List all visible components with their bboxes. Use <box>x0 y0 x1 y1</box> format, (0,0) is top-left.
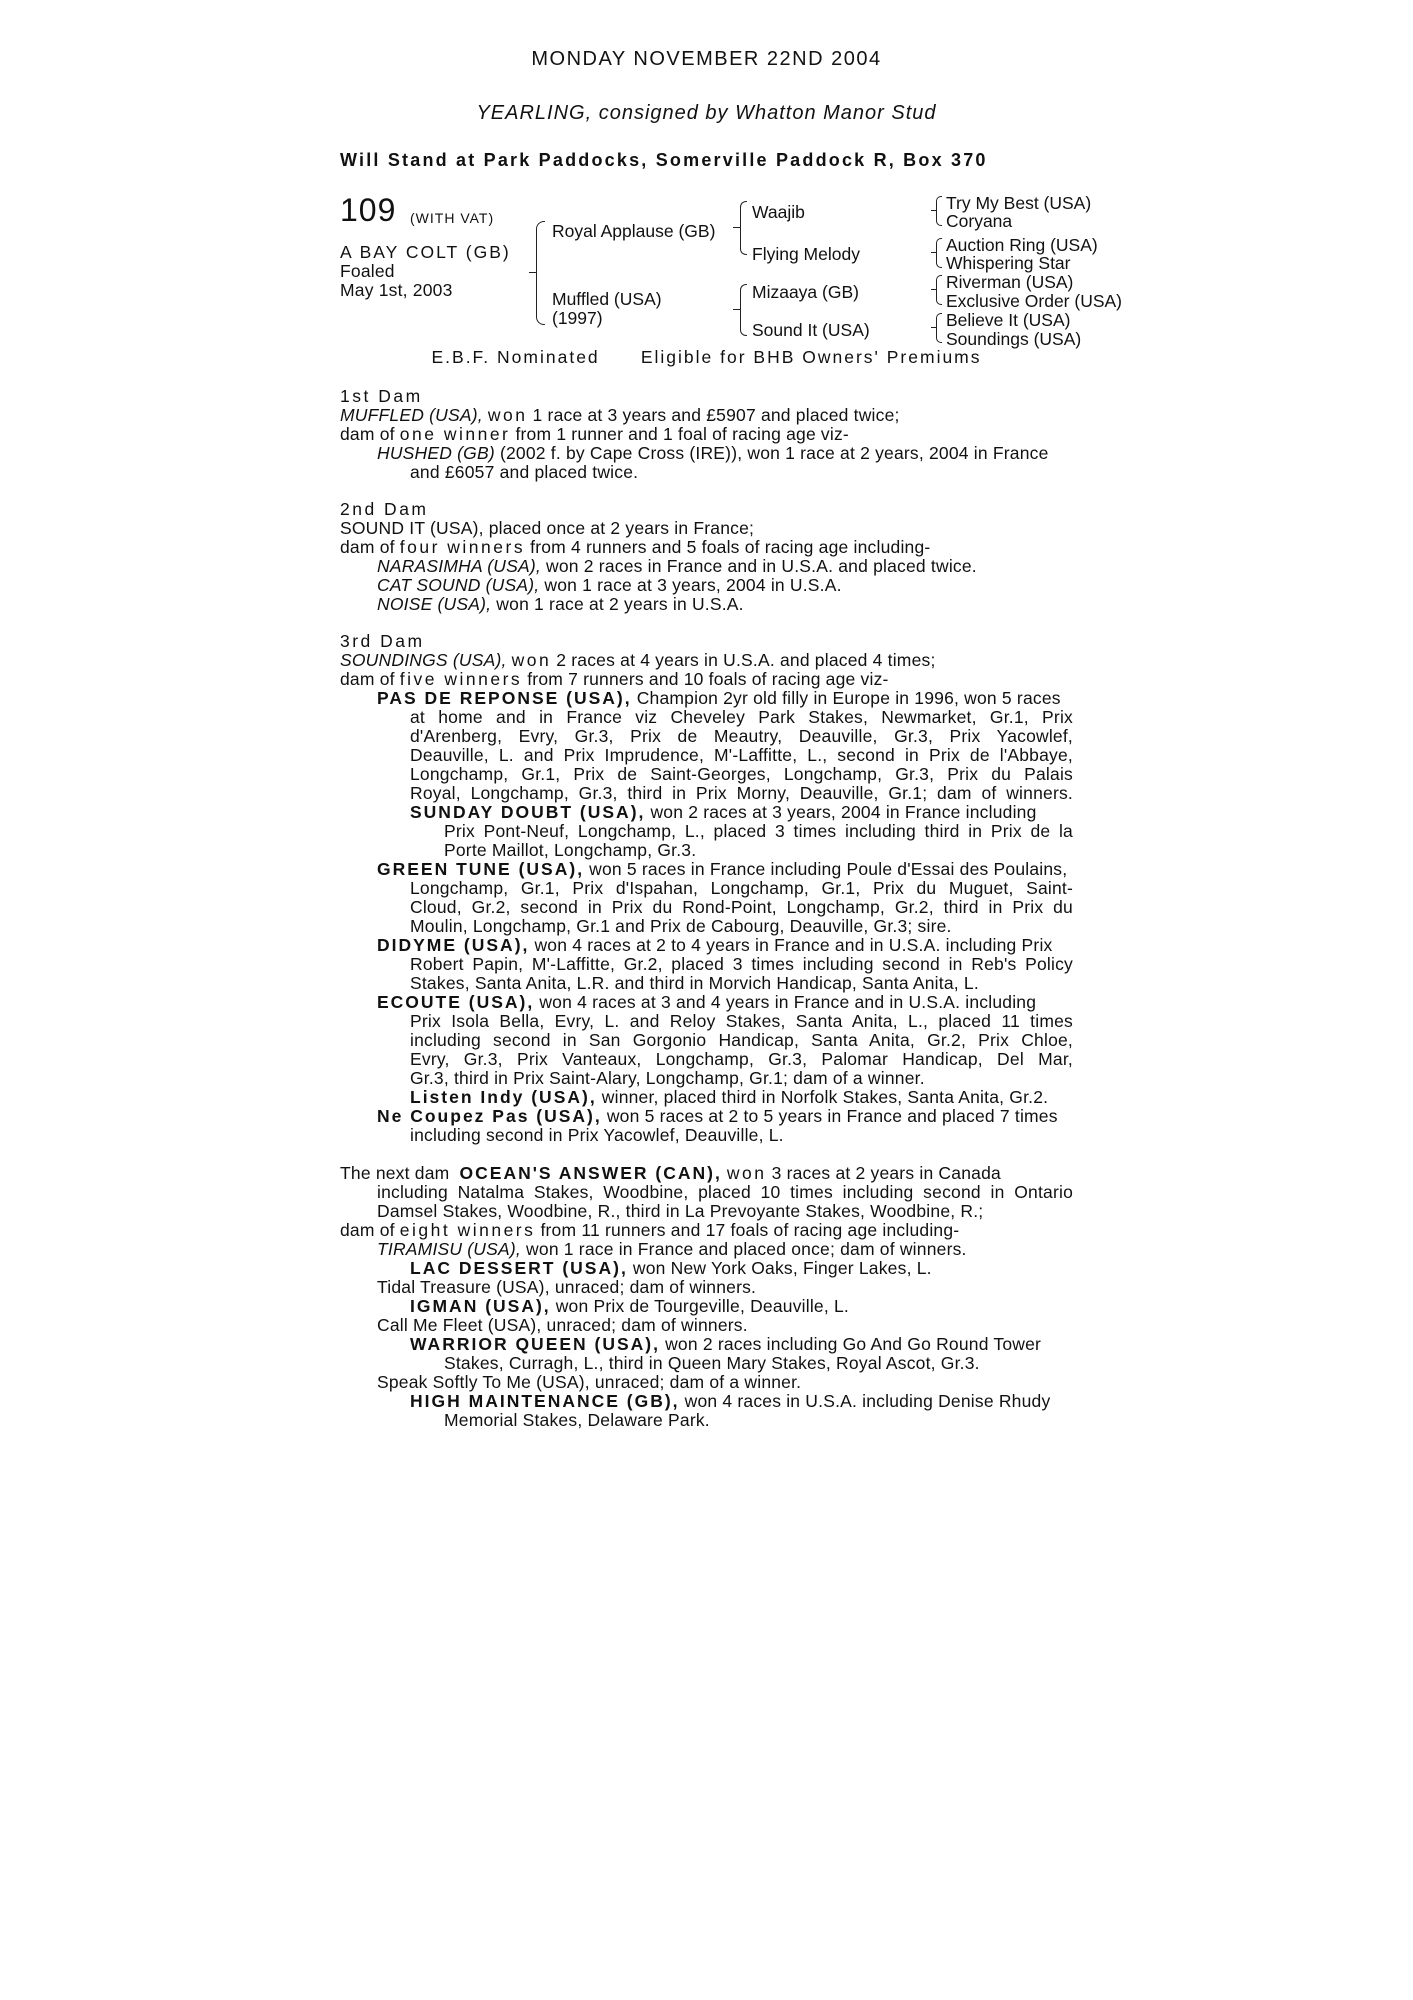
produce-record: won 4 races in U.S.A. including Denise Rhudy <box>684 1391 1051 1411</box>
pas-de-reponse-line-3: d'Arenberg, Evry, Gr.3, Prix de Meautry, Deauville, Gr.3, Prix Yacowlef, <box>410 726 1073 746</box>
first-dam-line-3 <box>377 444 1049 463</box>
pedigree-g5: Riverman (USA) <box>946 272 1074 292</box>
produce-name: WARRIOR QUEEN (USA), <box>410 1334 660 1354</box>
dam-record: 2 races at 4 years in U.S.A. and placed 4 times; <box>556 650 936 670</box>
ecoute-line-1 <box>377 993 1036 1012</box>
pedigree-g2: Coryana <box>946 211 1013 231</box>
vat-note: (WITH VAT) <box>410 210 495 226</box>
tidal-treasure-line: Tidal Treasure (USA), unraced; dam of winners. <box>377 1277 757 1297</box>
pedigree-brace-g3-point <box>931 289 936 290</box>
pedigree-brace-g3 <box>936 275 942 305</box>
pedigree-dam-dam: Sound It (USA) <box>752 320 870 340</box>
produce-name: LAC DESSERT (USA), <box>410 1258 628 1278</box>
consignor-line: YEARLING, consigned by Whatton Manor Stud <box>476 102 937 124</box>
produce-name: NARASIMHA (USA), <box>377 556 541 576</box>
warrior-queen-line-2: Stakes, Curragh, L., third in Queen Mary Stakes, Royal Ascot, Gr.3. <box>444 1353 980 1373</box>
sunday-doubt-line-1 <box>410 803 1037 822</box>
pedigree-g3: Auction Ring (USA) <box>946 235 1098 255</box>
pas-de-reponse-line-2: at home and in France viz Cheveley Park Stakes, Newmarket, Gr.1, Prix <box>410 707 1073 727</box>
produce-name: TIRAMISU (USA), <box>377 1239 521 1259</box>
won-label: won <box>726 1163 767 1183</box>
lac-dessert-line <box>410 1259 932 1278</box>
third-dam-heading: 3rd Dam <box>340 631 425 651</box>
stand-location: Will Stand at Park Paddocks, Somerville Paddock R, Box 370 <box>340 150 988 170</box>
pedigree-dam: Muffled (USA) <box>552 289 662 309</box>
dam-of-label: dam of <box>340 1220 395 1240</box>
bhb-premiums: Eligible for BHB Owners' Premiums <box>640 347 982 367</box>
pedigree-g6: Exclusive Order (USA) <box>946 291 1123 311</box>
produce-name: CAT SOUND (USA), <box>377 575 540 595</box>
tiramisu-line <box>377 1240 967 1259</box>
produce-name: HIGH MAINTENANCE (GB), <box>410 1391 680 1411</box>
ne-coupez-pas-line-2: including second in Prix Yacowlef, Deauville, L. <box>410 1125 784 1145</box>
produce-record: (2002 f. by Cape Cross (IRE)), won 1 race at 2 years, 2004 in France <box>499 443 1049 463</box>
pas-de-reponse-line-1 <box>377 689 1073 708</box>
dam-name: MUFFLED (USA), <box>340 405 483 425</box>
dam-name: SOUNDINGS (USA), <box>340 650 507 670</box>
winners-count: four winners <box>399 537 526 557</box>
won-label: won <box>487 405 528 425</box>
produce-name: ECOUTE (USA), <box>377 992 535 1012</box>
dam-of-label: dam of <box>340 537 395 557</box>
dam-record: 3 races at 2 years in Canada <box>771 1163 1001 1183</box>
igman-line <box>410 1297 849 1316</box>
foaled-label: Foaled <box>340 261 395 281</box>
second-dam-line-1: SOUND IT (USA), placed once at 2 years in France; <box>340 518 755 538</box>
pas-de-reponse-line-4: Deauville, L. and Prix Imprudence, M'-Laffitte, L., second in Prix de l'Abbaye, <box>410 745 1073 765</box>
third-dam-line-1 <box>340 651 936 670</box>
didyme-line-1 <box>377 936 1073 955</box>
winners-count: one winner <box>399 424 511 444</box>
produce-name: PAS DE REPONSE (USA), <box>377 688 632 708</box>
winners-count: eight winners <box>399 1220 536 1240</box>
produce-record: won 1 race at 2 years in U.S.A. <box>496 594 744 614</box>
first-dam-line-4: and £6057 and placed twice. <box>410 462 639 482</box>
second-dam-heading: 2nd Dam <box>340 499 429 519</box>
pedigree-brace-g4-point <box>931 327 936 328</box>
dam-name: OCEAN'S ANSWER (CAN), <box>459 1163 722 1183</box>
speak-softly-line: Speak Softly To Me (USA), unraced; dam of a winner. <box>377 1372 802 1392</box>
dam-record: 1 race at 3 years and £5907 and placed twice; <box>532 405 900 425</box>
call-me-fleet-line: Call Me Fleet (USA), unraced; dam of winners. <box>377 1315 748 1335</box>
next-dam-line-3: Damsel Stakes, Woodbine, R., third in La Prevoyante Stakes, Woodbine, R.; <box>377 1201 984 1221</box>
pedigree-dam-sire: Mizaaya (GB) <box>752 282 859 302</box>
pedigree-brace-g2 <box>936 238 942 268</box>
produce-record: won 4 races at 2 to 4 years in France and in U.S.A. including Prix <box>534 935 1053 955</box>
produce-record: Champion 2yr old filly in Europe in 1996, won 5 races <box>636 688 1061 708</box>
second-dam-line-3 <box>377 557 977 576</box>
produce-name: SUNDAY DOUBT (USA), <box>410 802 646 822</box>
ebf-nominated: E.B.F. Nominated <box>431 347 600 367</box>
produce-record: won 2 races at 3 years, 2004 in France including <box>650 802 1037 822</box>
produce-record: won New York Oaks, Finger Lakes, L. <box>632 1258 932 1278</box>
produce-name: GREEN TUNE (USA), <box>377 859 585 879</box>
foaled-date: May 1st, 2003 <box>340 280 453 300</box>
produce-record: won 2 races including Go And Go Round Tower <box>665 1334 1042 1354</box>
green-tune-line-1 <box>377 860 1067 879</box>
next-dam-line-1 <box>340 1164 1073 1183</box>
first-dam-line-2 <box>340 425 849 444</box>
pedigree-brace-dam-point <box>733 309 740 310</box>
pedigree-brace-main-point <box>529 272 536 273</box>
ne-coupez-pas-line-1 <box>377 1107 1058 1126</box>
high-maintenance-line-2: Memorial Stakes, Delaware Park. <box>444 1410 710 1430</box>
produce-record: won 5 races in France including Poule d'Essai des Poulains, <box>589 859 1068 879</box>
green-tune-line-4: Moulin, Longchamp, Gr.1 and Prix de Cabourg, Deauville, Gr.3; sire. <box>410 916 952 936</box>
dam-of-label: dam of <box>340 424 395 444</box>
pas-de-reponse-line-5: Longchamp, Gr.1, Prix de Saint-Georges, Longchamp, Gr.3, Prix du Palais <box>410 764 1073 784</box>
green-tune-line-3: Cloud, Gr.2, second in Prix du Rond-Point, Longchamp, Gr.2, third in Prix du <box>410 897 1073 917</box>
pedigree-g4: Whispering Star <box>946 253 1071 273</box>
pedigree-sire-sire: Waajib <box>752 202 805 222</box>
pedigree-g8: Soundings (USA) <box>946 329 1082 349</box>
eligibility-line <box>0 347 1413 368</box>
sunday-doubt-line-2: Prix Pont-Neuf, Longchamp, L., placed 3 times including third in Prix de la <box>444 821 1073 841</box>
produce-record: winner, placed third in Norfolk Stakes, Santa Anita, Gr.2. <box>601 1087 1049 1107</box>
produce-record: won 1 race in France and placed once; dam of winners. <box>526 1239 967 1259</box>
lot-number: 109 <box>340 192 397 228</box>
first-dam-line-1 <box>340 406 900 425</box>
pas-de-reponse-line-6: Royal, Longchamp, Gr.3, third in Prix Morny, Deauville, Gr.1; dam of winners. <box>410 783 1073 803</box>
high-maintenance-line-1 <box>410 1392 1073 1411</box>
produce-name: HUSHED (GB) <box>377 443 495 463</box>
produce-record: from 7 runners and 10 foals of racing age viz- <box>527 669 889 689</box>
pedigree-brace-dam <box>740 284 747 336</box>
produce-name: Listen Indy (USA), <box>410 1087 597 1107</box>
ecoute-line-4: Evry, Gr.3, Prix Vanteaux, Longchamp, Gr.3, Palomar Handicap, Del Mar, <box>410 1049 1073 1069</box>
pedigree-brace-sire <box>740 201 747 255</box>
second-dam-line-2 <box>340 538 930 557</box>
pedigree-brace-sire-point <box>733 227 740 228</box>
pedigree-dam-year: (1997) <box>552 308 603 328</box>
produce-name: Ne Coupez Pas (USA), <box>377 1106 602 1126</box>
pedigree-brace-g1 <box>936 196 942 226</box>
winners-count: five winners <box>399 669 523 689</box>
third-dam-line-2 <box>340 670 889 689</box>
won-label: won <box>511 650 552 670</box>
lot-description: A BAY COLT (GB) <box>340 242 511 262</box>
produce-record: from 1 runner and 1 foal of racing age viz- <box>515 424 849 444</box>
pedigree-g1: Try My Best (USA) <box>946 193 1092 213</box>
warrior-queen-line-1 <box>410 1335 1073 1354</box>
listen-indy-line <box>410 1088 1048 1107</box>
didyme-line-3: Stakes, Santa Anita, L.R. and third in Morvich Handicap, Santa Anita, L. <box>410 973 979 993</box>
first-dam-heading: 1st Dam <box>340 386 423 406</box>
next-dam-label: The next dam <box>340 1163 450 1183</box>
produce-record: won 1 race at 3 years, 2004 in U.S.A. <box>544 575 842 595</box>
produce-name: DIDYME (USA), <box>377 935 530 955</box>
pedigree-sire: Royal Applause (GB) <box>552 221 716 241</box>
pedigree-sire-dam: Flying Melody <box>752 244 860 264</box>
produce-record: won 5 races at 2 to 5 years in France and placed 7 times <box>606 1106 1058 1126</box>
produce-record: from 11 runners and 17 foals of racing age including- <box>540 1220 960 1240</box>
next-dam-line-4 <box>340 1221 959 1240</box>
produce-name: IGMAN (USA), <box>410 1296 551 1316</box>
pedigree-g7: Believe It (USA) <box>946 310 1071 330</box>
pedigree-brace-g4 <box>936 313 942 343</box>
produce-record: won 2 races in France and in U.S.A. and placed twice. <box>546 556 977 576</box>
pedigree-brace-main <box>536 221 545 325</box>
next-dam-line-2: including Natalma Stakes, Woodbine, placed 10 times including second in Ontario <box>377 1182 1073 1202</box>
ecoute-line-5: Gr.3, third in Prix Saint-Alary, Longchamp, Gr.1; dam of a winner. <box>410 1068 925 1088</box>
sunday-doubt-line-3: Porte Maillot, Longchamp, Gr.3. <box>444 840 697 860</box>
produce-record: from 4 runners and 5 foals of racing age including- <box>530 537 931 557</box>
pedigree-brace-g2-point <box>931 252 936 253</box>
dam-of-label: dam of <box>340 669 395 689</box>
ecoute-line-3: including second in San Gorgonio Handicap, Santa Anita, Gr.2, Prix Chloe, <box>410 1030 1073 1050</box>
produce-record: won Prix de Tourgeville, Deauville, L. <box>555 1296 849 1316</box>
produce-record: won 4 races at 3 and 4 years in France and in U.S.A. including <box>539 992 1037 1012</box>
produce-name: NOISE (USA), <box>377 594 492 614</box>
ecoute-line-2: Prix Isola Bella, Evry, L. and Reloy Stakes, Santa Anita, L., placed 11 times <box>410 1011 1073 1031</box>
second-dam-line-5 <box>377 595 744 614</box>
didyme-line-2: Robert Papin, M'-Laffitte, Gr.2, placed 3 times including second in Reb's Policy <box>410 954 1073 974</box>
second-dam-line-4 <box>377 576 842 595</box>
green-tune-line-2: Longchamp, Gr.1, Prix d'Ispahan, Longchamp, Gr.1, Prix du Muguet, Saint- <box>410 878 1073 898</box>
pedigree-brace-g1-point <box>931 210 936 211</box>
sale-date: MONDAY NOVEMBER 22ND 2004 <box>531 48 882 70</box>
